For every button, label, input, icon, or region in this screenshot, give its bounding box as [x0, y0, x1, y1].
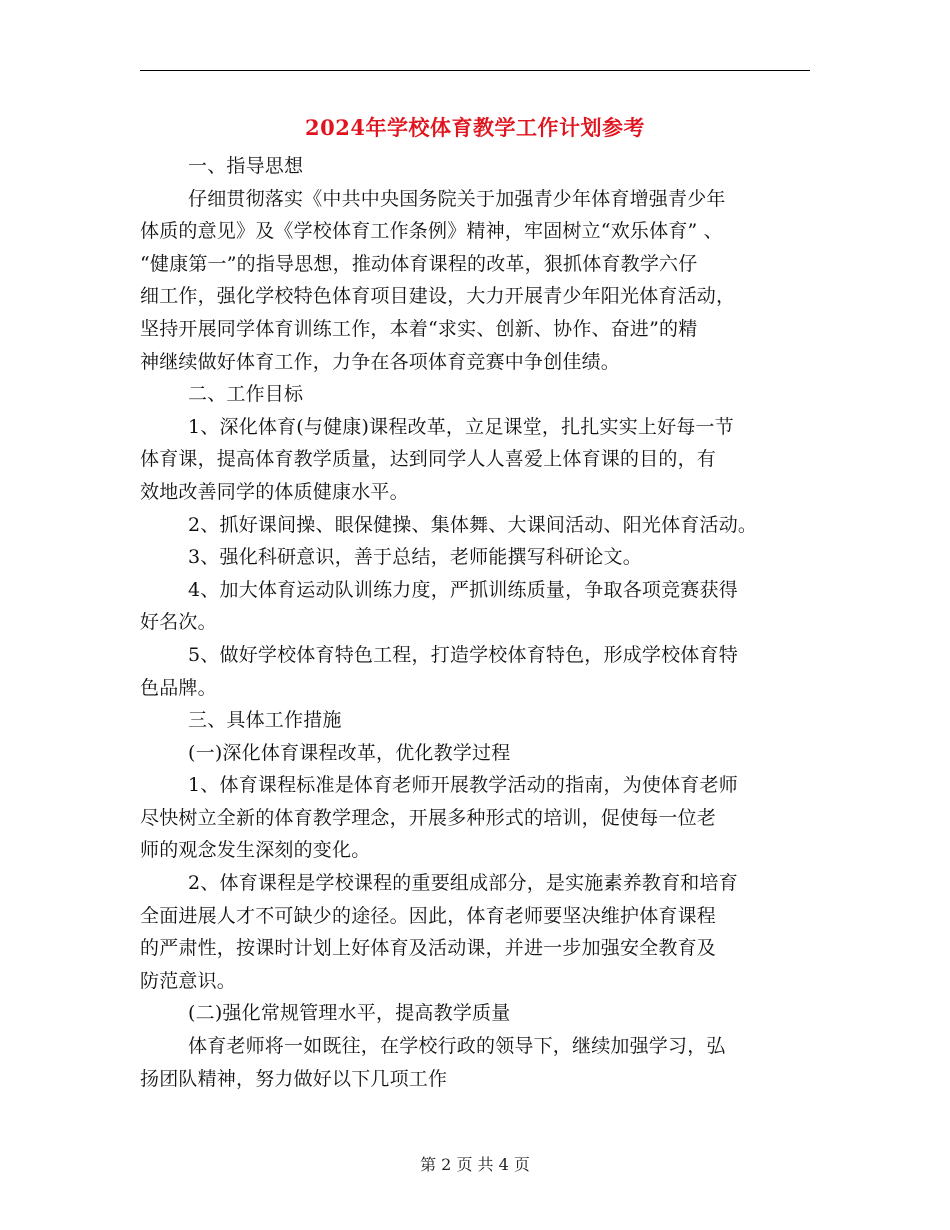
paragraph-line: (二)强化常规管理水平，提高教学质量	[188, 1002, 511, 1025]
paragraph-line: 一、指导思想	[188, 155, 304, 177]
paragraph-line: 4、加大体育运动队训练力度，严抓训练质量，争取各项竞赛获得	[188, 578, 738, 601]
paragraph-line: 二、工作目标	[188, 383, 304, 406]
paragraph-line: 师的观念发生深刻的变化。	[140, 839, 371, 862]
paragraph-line: 2、体育课程是学校课程的重要组成部分，是实施素养教育和培育	[188, 872, 738, 895]
paragraph-line: 体育课，提高体育教学质量，达到同学人人喜爱上体育课的目的，有	[140, 448, 717, 471]
paragraph-line: 1、深化体育(与健康)课程改革，立足课堂，扎扎实实上好每一节	[188, 415, 734, 438]
paragraph-line: (一)深化体育课程改革，优化教学过程	[188, 741, 511, 764]
paragraph-line: 2、抓好课间操、眼保健操、集体舞、大课间活动、阳光体育活动。	[188, 513, 758, 536]
paragraph-line: 全面进展人才不可缺少的途径。因此，体育老师要坚决维护体育课程	[140, 904, 717, 927]
paragraph-line: 好名次。	[140, 611, 217, 634]
document-body	[140, 150, 812, 1095]
paragraph-line: 色品牌。	[140, 676, 217, 699]
paragraph-line: 5、做好学校体育特色工程，打造学校体育特色，形成学校体育特	[188, 643, 738, 666]
paragraph-line: “健康第一”的指导思想，推动体育课程的改革，狠抓体育教学六仔	[140, 252, 698, 275]
paragraph-line: 效地改善同学的体质健康水平。	[140, 480, 409, 503]
header-rule	[140, 70, 810, 71]
page-number-footer: 第 2 页 共 4 页	[420, 1155, 530, 1174]
paragraph-line: 体质的意见》及《学校体育工作条例》精神，牢固树立“欢乐体育” 、	[140, 220, 723, 243]
paragraph-line: 1、体育课程标准是体育老师开展教学活动的指南，为使体育老师	[188, 774, 738, 797]
paragraph-line: 神继续做好体育工作，力争在各项体育竞赛中争创佳绩。	[140, 350, 621, 373]
paragraph-line: 防范意识。	[140, 969, 237, 992]
paragraph-line: 仔细贯彻落实《中共中央国务院关于加强青少年体育增强青少年	[188, 187, 726, 210]
paragraph-line: 体育老师将一如既往，在学校行政的领导下，继续加强学习，弘	[188, 1035, 726, 1058]
paragraph-line: 三、具体工作措施	[188, 709, 342, 732]
paragraph-line: 坚持开展同学体育训练工作，本着“求实、创新、协作、奋进”的精	[140, 317, 698, 340]
paragraph-line: 细工作，强化学校特色体育项目建设，大力开展青少年阳光体育活动，	[140, 285, 736, 308]
paragraph-line: 3、强化科研意识，善于总结，老师能撰写科研论文。	[188, 546, 642, 569]
paragraph-line: 尽快树立全新的体育教学理念，开展多种形式的培训，促使每一位老	[140, 806, 717, 829]
paragraph-line: 扬团队精神，努力做好以下几项工作	[140, 1067, 448, 1090]
paragraph-line: 的严肃性，按课时计划上好体育及活动课，并进一步加强安全教育及	[140, 937, 717, 960]
document-title: 2024年学校体育教学工作计划参考	[305, 115, 645, 140]
